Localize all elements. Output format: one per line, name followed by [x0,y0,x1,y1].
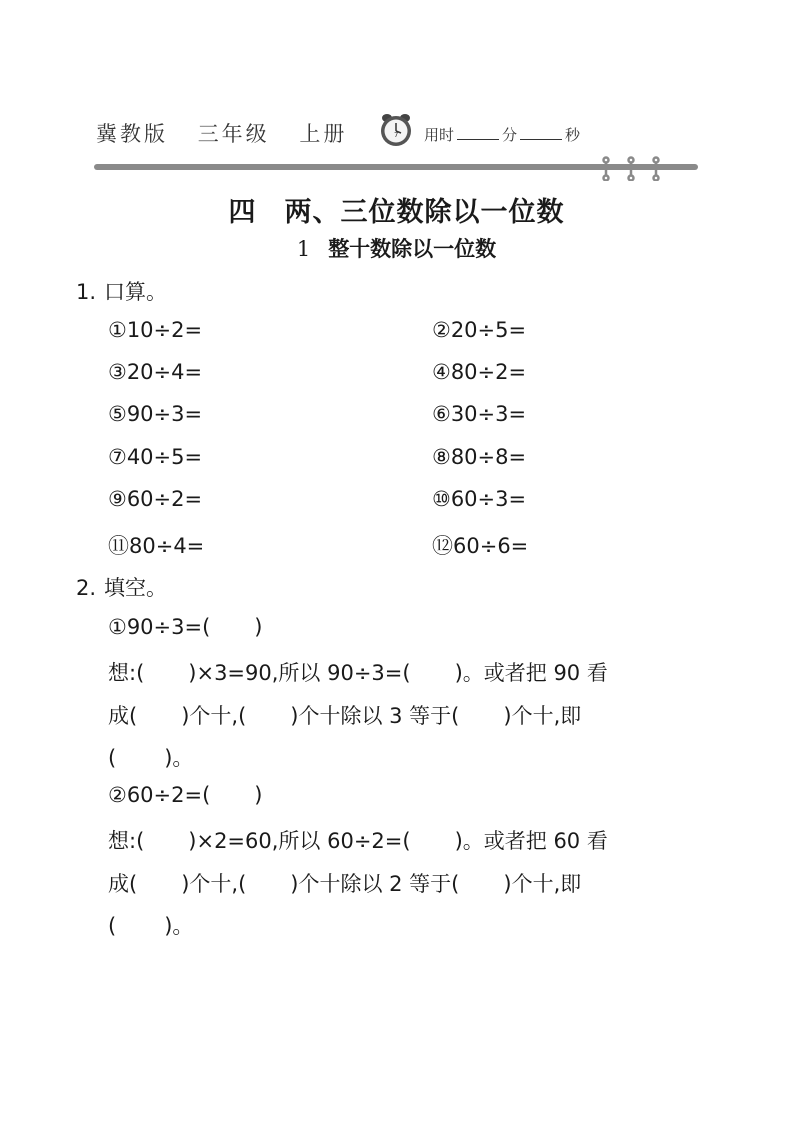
calc-item: ②20÷5= [432,318,527,342]
calc-item: ⑤90÷3= [108,402,203,426]
text-segment: )。 [164,914,194,938]
question-number: 2. [76,576,97,600]
question-title: 填空。 [104,576,168,600]
text-segment: )。或者把 60 看 [454,829,608,853]
fill-line [108,868,581,898]
calc-item: ⑪80÷4= [108,534,205,558]
section-name: 整十数除以一位数 [328,236,497,261]
text-segment: )。 [164,746,194,770]
grade-label: 三年级 [197,122,270,146]
calc-item: ⑨60÷2= [108,487,203,511]
text-segment: 成( [108,872,138,896]
question-1-heading [76,276,167,306]
expression-text: ②60÷2=( [108,783,211,807]
fill-line [108,910,193,940]
fill-line [108,657,608,687]
fill-expression [108,615,263,639]
text-segment: )×3=90,所以 90÷3=( [188,661,411,685]
chapter-number: 四 [228,197,257,228]
section-number: 1 [296,237,311,261]
text-segment: 想:( [108,829,145,853]
text-segment: )个十,( [181,872,247,896]
calc-item: ④80÷2= [432,360,527,384]
section-title [0,233,793,263]
chapter-title [0,190,793,229]
text-segment: )×2=60,所以 60÷2=( [188,829,411,853]
volume-label: 上册 [299,122,348,146]
minute-blank[interactable] [457,125,499,140]
text-segment: )个十除以 2 等于( [290,872,460,896]
question-2-heading [76,572,167,602]
text-segment: )个十,即 [503,704,582,728]
time-used-field [424,124,580,145]
publisher-label: 冀教版 [96,122,168,146]
fill-line [108,742,193,772]
calc-item: ③20÷4= [108,360,203,384]
calc-item: ⑦40÷5= [108,445,203,469]
expression-text: ①90÷3=( [108,615,211,639]
text-segment: )个十除以 3 等于( [290,704,460,728]
calc-item: ⑩60÷3= [432,487,527,511]
text-segment: )。或者把 90 看 [454,661,608,685]
timer-label: 用时 [424,126,455,144]
calc-item: ⑥30÷3= [432,402,527,426]
chapter-name: 两、三位数除以一位数 [284,197,565,228]
second-label: 秒 [565,126,581,144]
book-header [96,118,367,148]
binder-rings-decoration [596,155,666,181]
second-blank[interactable] [520,125,562,140]
close-paren: ) [254,615,263,639]
minute-label: 分 [502,126,518,144]
question-title: 口算。 [104,280,168,304]
calc-item: ①10÷2= [108,318,203,342]
fill-line [108,825,608,855]
text-segment: 成( [108,704,138,728]
close-paren: ) [254,783,263,807]
text-segment: )个十,即 [503,872,582,896]
text-segment: ( [108,746,117,770]
fill-expression [108,783,263,807]
calc-item: ⑫60÷6= [432,534,529,558]
calc-item: ⑧80÷8= [432,445,527,469]
text-segment: )个十,( [181,704,247,728]
svg-text:7: 7 [394,131,399,139]
text-segment: 想:( [108,661,145,685]
question-number: 1. [76,280,97,304]
alarm-clock-icon [379,112,413,148]
text-segment: ( [108,914,117,938]
fill-line [108,700,581,730]
